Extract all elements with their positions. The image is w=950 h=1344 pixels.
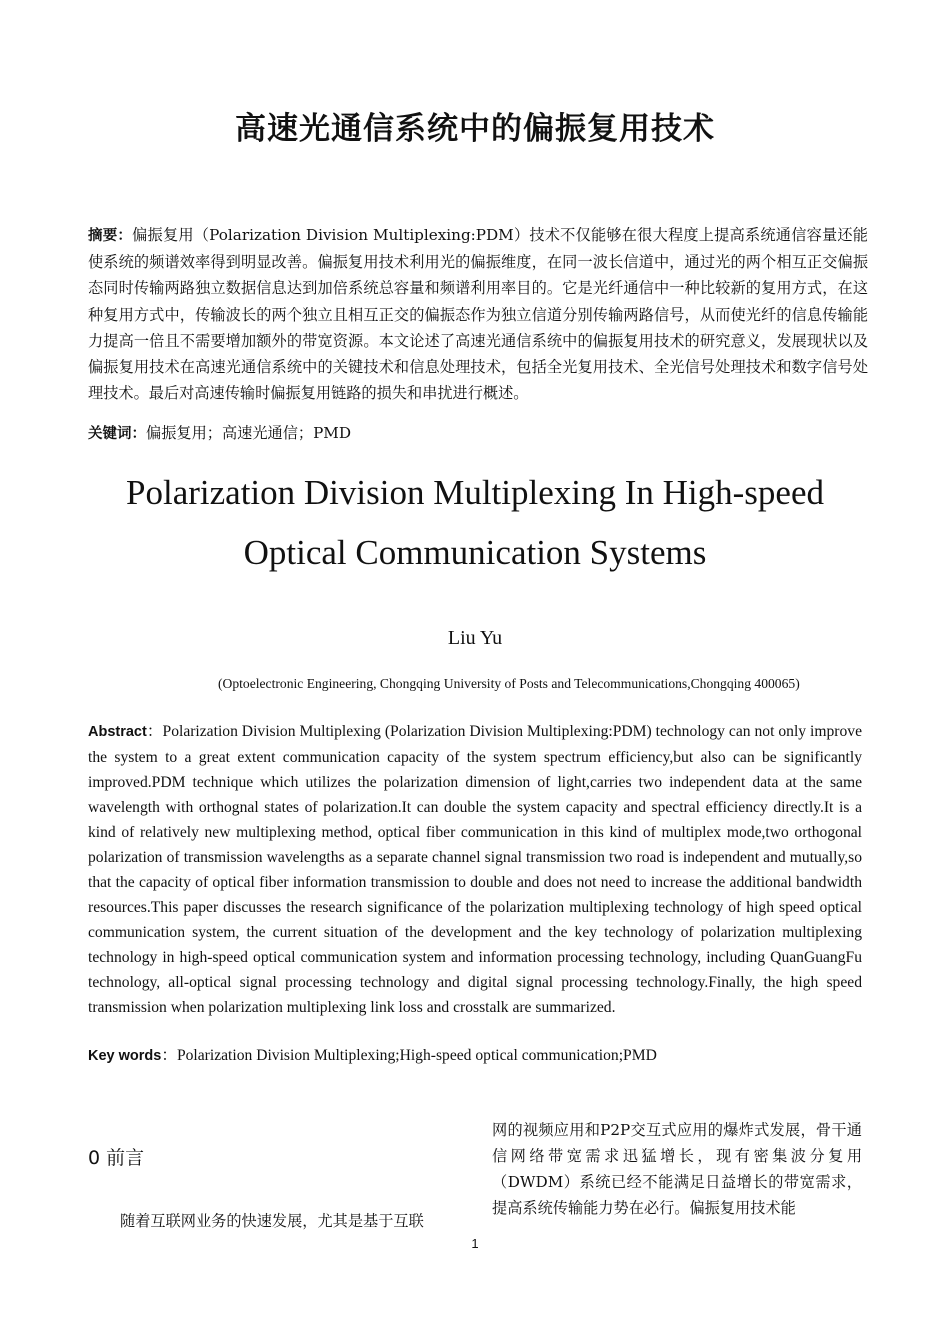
- chinese-abstract-text: 偏振复用（Polarization Division Multiplexing:PDM）技术不仅能够在很大程度上提高系统通信容量还能使系统的频谱效率得到明显改善。偏振复用技术利用光的偏振维度，在同一波长信道中，通过光的两个相互正交偏振态同时传输两路独立数据信息达到加倍系统总容量和频谱利用率目的。它是光纤通信中一种比较新的复用方式，在这种复用方式中，传输波长的两个独立且相互正交的偏振态作为独立信道分别传输两路信号，从而使光纤的信息传输能力提高一倍且不需要增加额外的带宽资源。本文论述了高速光通信系统中的偏振复用技术的研究意义，发展现状以及偏振复用技术在高速光通信系统中的关键技术和信息处理技术，包括全光复用技术、全光信号处理技术和数字信号处理技术。最后对高速传输时偏振复用链路的损失和串扰进行概述。: [88, 226, 868, 403]
- english-abstract-label: Abstract: [88, 724, 147, 740]
- chinese-abstract-label: 摘要：: [88, 228, 133, 244]
- english-keywords-separator: ：: [161, 1047, 177, 1064]
- author-name: Liu Yu: [447, 627, 503, 649]
- english-title-line-1: Polarization Division Multiplexing In High-speed: [126, 473, 824, 512]
- chinese-keywords-text: 偏振复用；高速光通信；PMD: [146, 424, 352, 442]
- english-abstract-separator: ：: [146, 723, 163, 740]
- english-title-line-2: Optical Communication Systems: [243, 533, 707, 572]
- chinese-abstract: [88, 222, 868, 406]
- english-keywords: [88, 1043, 868, 1069]
- author-affiliation: (Optoelectronic Engineering, Chongqing University of Posts and Telecommunications,Chongqing 400065): [218, 676, 800, 691]
- english-title: [0, 463, 950, 583]
- introduction-right-column-text: 网的视频应用和P2P交互式应用的爆炸式发展，骨干通信网络带宽需求迅猛增长，现有密集波分复用（DWDM）系统已经不能满足日益增长的带宽需求，提高系统传输能力势在必行。偏振复用技术能: [492, 1121, 862, 1217]
- english-abstract: [88, 719, 862, 1020]
- introduction-left-column-text: 随着互联网业务的快速发展，尤其是基于互联: [120, 1212, 424, 1230]
- english-keywords-text: Polarization Division Multiplexing;High-speed optical communication;PMD: [176, 1047, 657, 1064]
- chinese-keywords-label: 关键词：: [88, 426, 146, 442]
- chinese-keywords: [88, 420, 868, 447]
- chinese-title: 高速光通信系统中的偏振复用技术: [235, 111, 715, 147]
- english-abstract-text: Polarization Division Multiplexing (Polarization Division Multiplexing:PDM) technology can not only improve the system to a great extent communication capacity of the system spectrum efficiency,but also can be significantly improved.PDM technique which utilizes the polarization dimension of light,carries two independent data at the same wavelength with orthognal states of polarization.It can double the system capacity and spectral efficiency directly.It is a kind of relatively new multiplexing method, optical fiber communication in this kind of multiplex mode,two orthogonal polarization of transmission wavelengths as a separate channel signal transmission two road is independent and mutually,so that the capacity of optical fiber information transmission to double and does not need to increase the additional bandwidth resources.This paper discusses the research significance of the polarization multiplexing technology of high speed optical communication system, the current situation of the development and the key technology of polarization multiplexing technology in high-speed optical communication system and information processing technology, including QuanGuangFu technology, all-optical signal processing technology and digital signal processing technology.Finally, the high speed transmission when polarization multiplexing link loss and crosstalk are summarized.: [88, 723, 862, 1016]
- page-number: 1: [471, 1236, 479, 1251]
- section-heading-introduction: 0 前言: [88, 1147, 145, 1169]
- english-keywords-label: Key words: [88, 1048, 162, 1064]
